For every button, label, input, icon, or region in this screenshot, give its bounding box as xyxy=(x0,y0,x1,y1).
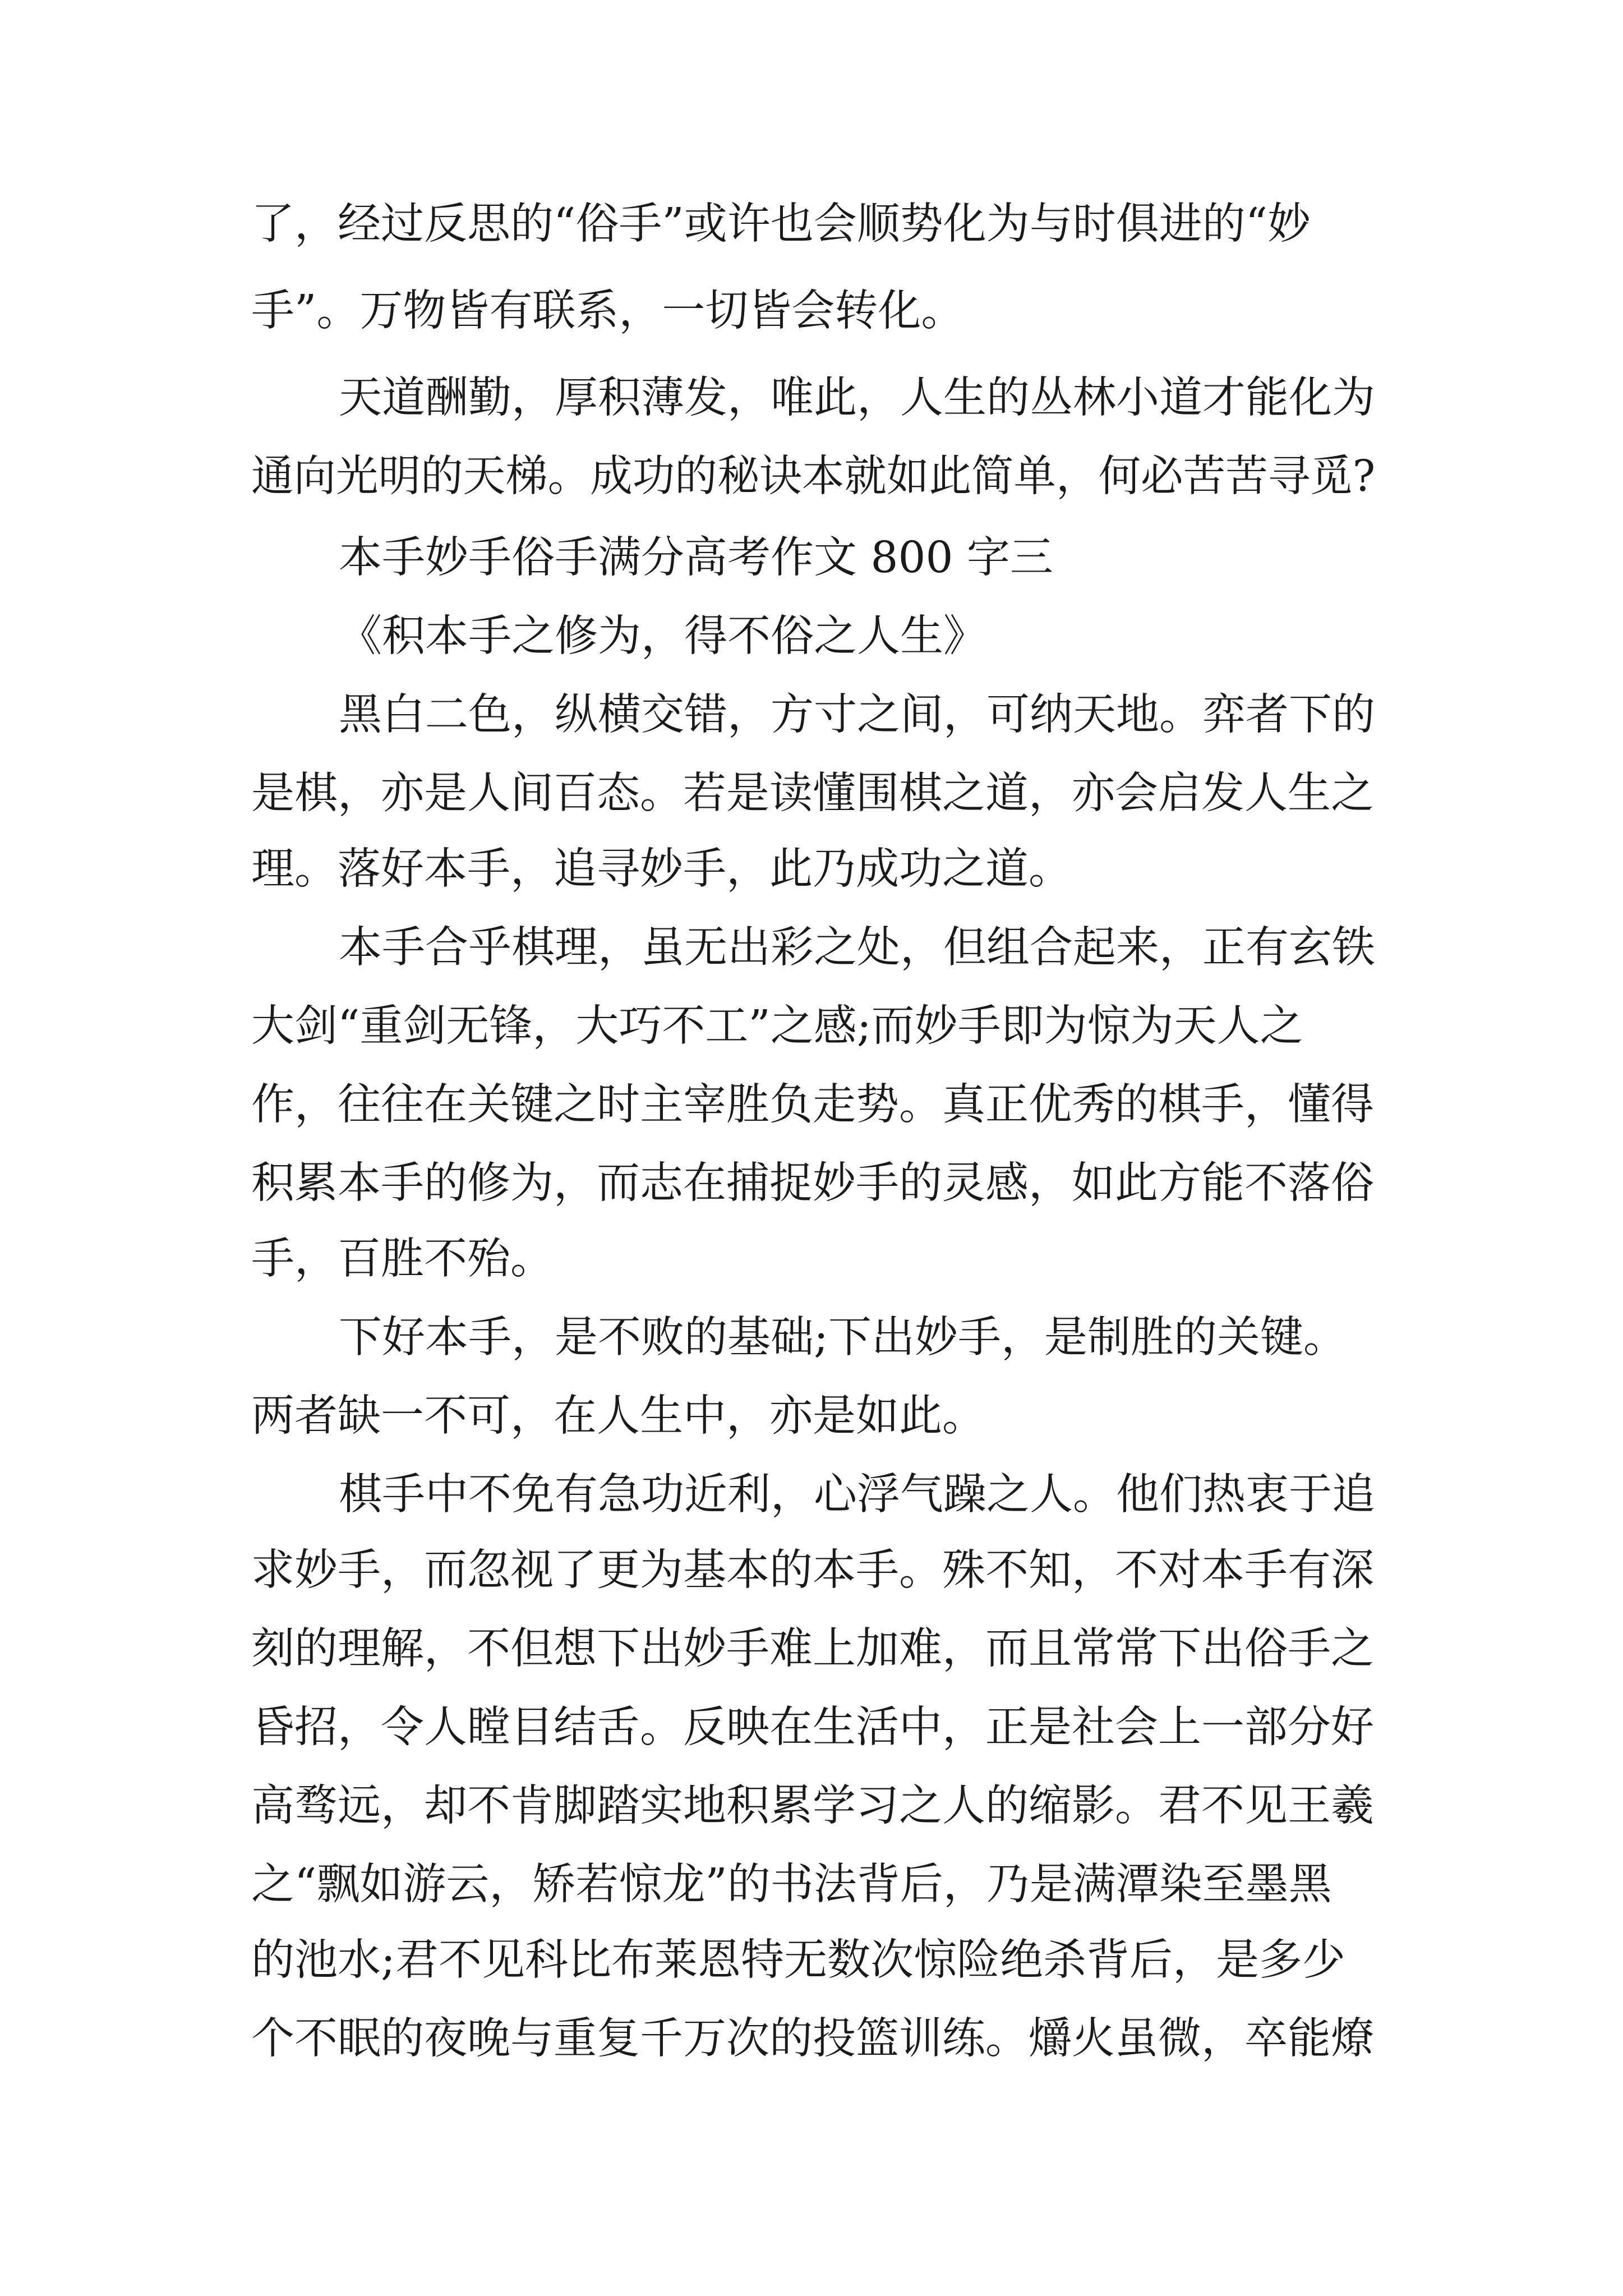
text-line: 手，百胜不殆。 xyxy=(251,1234,554,1284)
text-line: 高骛远，却不肯脚踏实地积累学习之人的缩影。君不见王羲 xyxy=(251,1781,1374,1831)
text-line: 两者缺一不可，在人生中，亦是如此。 xyxy=(251,1391,985,1441)
section-heading: 本手妙手俗手满分高考作文 800 字三 xyxy=(339,533,1053,583)
text-line: 昏招，令人瞠目结舌。反映在生活中，正是社会上一部分好 xyxy=(251,1703,1374,1752)
text-line: 作，往往在关键之时主宰胜负走势。真正优秀的棋手，懂得 xyxy=(251,1080,1374,1130)
text-line: 之“飘如游云，矫若惊龙”的书法背后，乃是满潭染至墨黑 xyxy=(251,1860,1332,1910)
text-line: 天道酬勤，厚积薄发，唯此，人生的丛林小道才能化为 xyxy=(339,373,1375,423)
text-line: 棋手中不免有急功近利，心浮气躁之人。他们热衷于追 xyxy=(339,1470,1375,1520)
text-line: 个不眠的夜晚与重复千万次的投篮训练。爝火虽微，卒能燎 xyxy=(251,2014,1374,2064)
text-line: 刻的理解，不但想下出妙手难上加难，而且常常下出俗手之 xyxy=(251,1624,1374,1674)
text-line: 理。落好本手，追寻妙手，此乃成功之道。 xyxy=(251,844,1072,894)
text-line: 下好本手，是不败的基础;下出妙手，是制胜的关键。 xyxy=(339,1313,1347,1363)
text-line: 黑白二色，纵横交错，方寸之间，可纳天地。弈者下的 xyxy=(339,690,1375,740)
text-line: 是棋，亦是人间百态。若是读懂围棋之道，亦会启发人生之 xyxy=(251,769,1374,818)
text-line: 求妙手，而忽视了更为基本的本手。殊不知，不对本手有深 xyxy=(251,1545,1374,1595)
text-line: 通向光明的天梯。成功的秘诀本就如此简单，何必苦苦寻觅? xyxy=(251,452,1376,501)
text-line: 大剑“重剑无锋，大巧不工”之感;而妙手即为惊为天人之 xyxy=(251,1001,1303,1051)
text-line: 了，经过反思的“俗手”或许也会顺势化为与时俱进的“妙 xyxy=(251,199,1311,249)
text-line: 的池水;君不见科比布莱恩特无数次惊险绝杀背后，是多少 xyxy=(251,1935,1345,1985)
text-line: 积累本手的修为，而志在捕捉妙手的灵感，如此方能不落俗 xyxy=(251,1158,1374,1208)
text-line: 手”。万物皆有联系，一切皆会转化。 xyxy=(251,286,965,336)
essay-title: 《积本手之修为，得不俗之人生》 xyxy=(339,611,986,661)
text-line: 本手合乎棋理，虽无出彩之处，但组合起来，正有玄铁 xyxy=(339,923,1375,973)
